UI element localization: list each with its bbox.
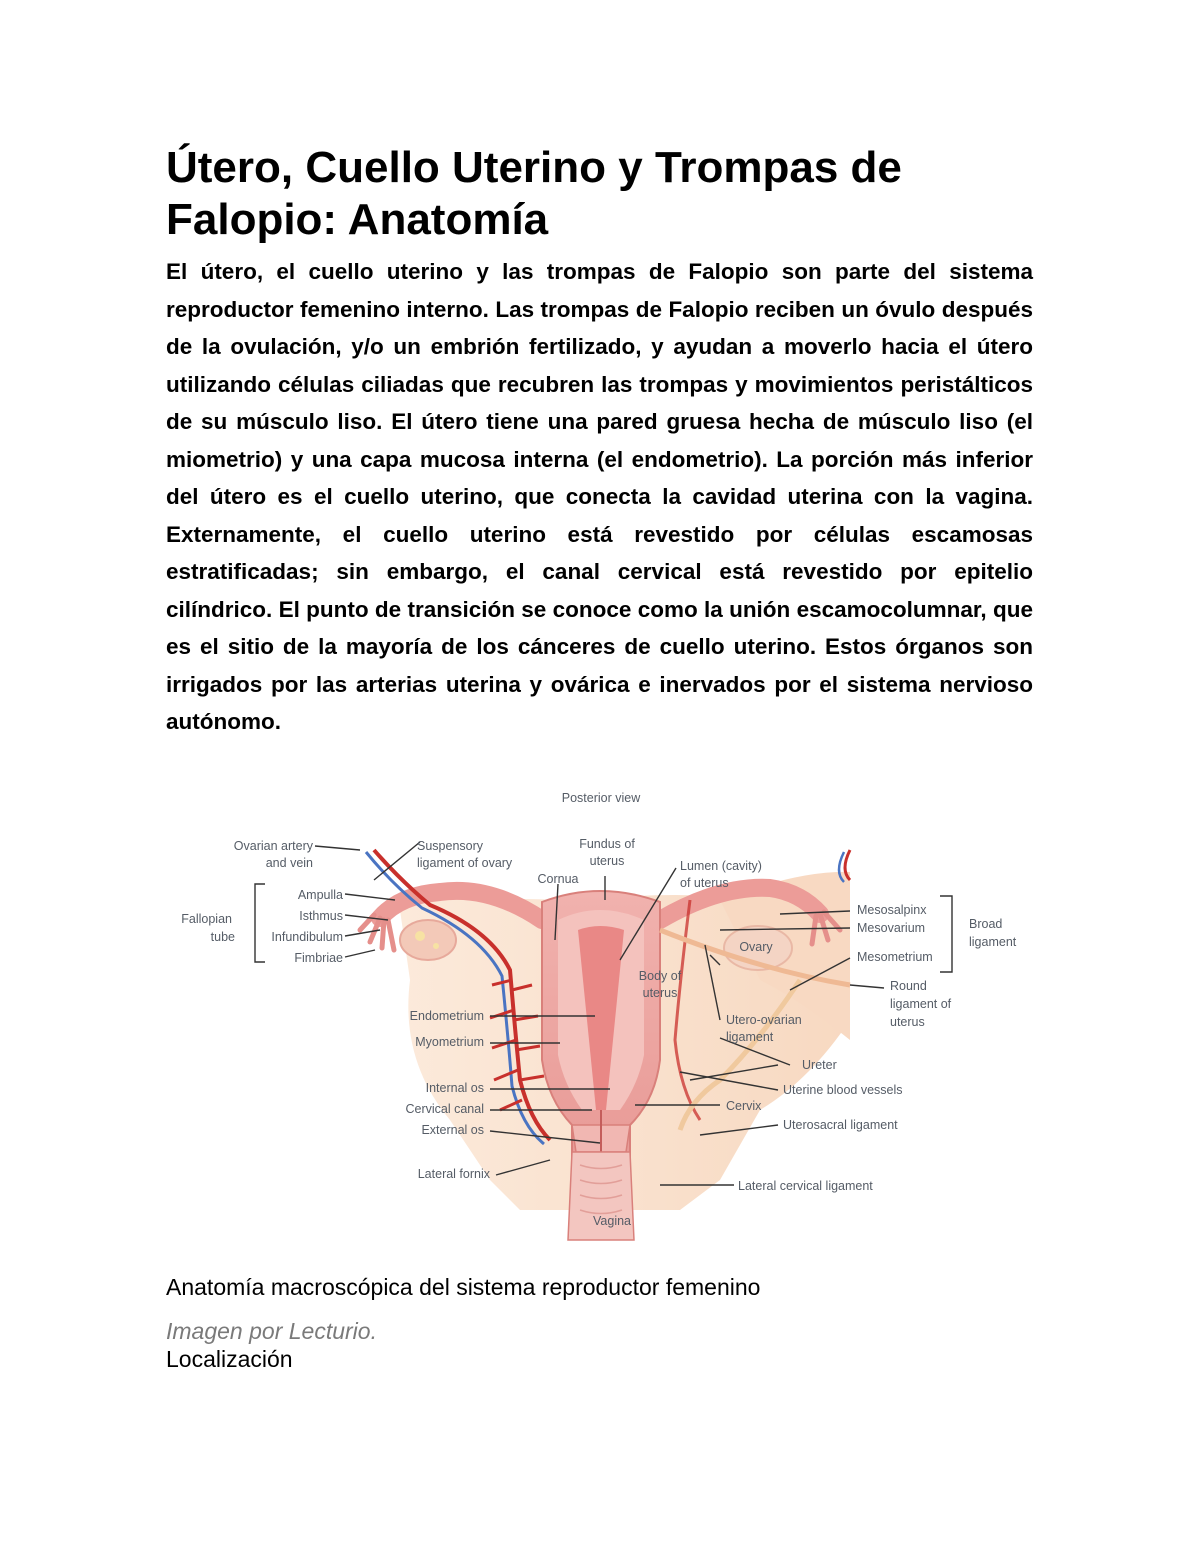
label-cervical-canal: Cervical canal <box>405 1102 484 1116</box>
label-body-2: uterus <box>642 986 678 1000</box>
label-ureter: Ureter <box>802 1058 837 1072</box>
label-round-3: uterus <box>890 1015 925 1029</box>
label-lumen-2: of uterus <box>680 876 729 890</box>
label-fundus-1: Fundus of <box>579 837 635 851</box>
label-external-os: External os <box>421 1123 484 1137</box>
label-mesosalpinx: Mesosalpinx <box>857 903 927 917</box>
view-label: Posterior view <box>561 791 641 805</box>
label-utero-ovarian-1: Utero-ovarian <box>726 1013 802 1027</box>
uterus-diagram <box>160 780 1040 1250</box>
label-fundus-2: uterus <box>589 854 625 868</box>
label-uterosacral: Uterosacral ligament <box>783 1118 898 1132</box>
label-ovarian-artery: Ovarian artery <box>233 839 313 853</box>
label-lateral-fornix: Lateral fornix <box>417 1167 490 1181</box>
label-round-2: ligament of <box>890 997 952 1011</box>
label-myometrium: Myometrium <box>415 1035 484 1049</box>
page-title: Útero, Cuello Uterino y Trompas de Falopio: Anatomía <box>166 143 902 244</box>
label-uterine-vessels: Uterine blood vessels <box>783 1083 903 1097</box>
label-endometrium: Endometrium <box>409 1009 484 1023</box>
label-mesometrium: Mesometrium <box>857 950 933 964</box>
label-ovary: Ovary <box>739 940 773 954</box>
label-vagina: Vagina <box>593 1214 631 1228</box>
label-broad-2: ligament <box>969 935 1017 949</box>
label-lateral-cervical: Lateral cervical ligament <box>738 1179 873 1193</box>
label-suspensory-1: Suspensory <box>417 839 484 853</box>
anatomy-figure <box>160 780 1040 1250</box>
body-paragraph: El útero, el cuello uterino y las trompas de Falopio son parte del sistema reproductor femenino interno. Las trompas de Falopio reciben un óvulo después de la ovulación, y/o un embrión fertilizado, y ayudan a moverlo hacia el útero utilizando células ciliadas que recubren las trompas y movimientos peristálticos de su músculo liso. El útero tiene una pared gruesa hecha de músculo liso (el miometrio) y una capa mucosa interna (el endometrio). La porción más inferior del útero es el cuello uterino, que conecta la cavidad uterina con la vagina. Externamente, el cuello uterino está revestido por células escamosas estratificadas; sin embargo, el canal cervical está revestido por epitelio cilíndrico. El punto de transición se conoce como la unión escamocolumnar, que es el sitio de la mayoría de los cánceres de cuello uterino. Estos órganos son irrigados por las arterias uterina y ovárica e inervados por el sistema nervioso autónomo. <box>166 259 1033 734</box>
label-round-1: Round <box>890 979 927 993</box>
label-infundibulum: Infundibulum <box>271 930 343 944</box>
section-heading: Localización <box>166 1346 293 1372</box>
label-isthmus: Isthmus <box>299 909 343 923</box>
label-internal-os: Internal os <box>425 1081 484 1095</box>
label-body-1: Body of <box>638 969 682 983</box>
label-suspensory-2: ligament of ovary <box>417 856 513 870</box>
label-ampulla: Ampulla <box>297 888 343 902</box>
label-fallopian-2: tube <box>210 930 235 944</box>
label-cervix: Cervix <box>726 1099 762 1113</box>
label-and-vein: and vein <box>265 856 313 870</box>
label-utero-ovarian-2: ligament <box>726 1030 774 1044</box>
label-fimbriae: Fimbriae <box>294 951 343 965</box>
label-broad-1: Broad <box>969 917 1003 931</box>
figure-caption: Anatomía macroscópica del sistema reproductor femenino <box>166 1274 761 1300</box>
label-lumen-1: Lumen (cavity) <box>680 859 762 873</box>
label-fallopian-1: Fallopian <box>181 912 232 926</box>
left-ovary <box>400 920 456 960</box>
label-cornua: Cornua <box>537 872 579 886</box>
image-credit: Imagen por Lecturio. <box>166 1318 377 1344</box>
label-mesovarium: Mesovarium <box>857 921 926 935</box>
